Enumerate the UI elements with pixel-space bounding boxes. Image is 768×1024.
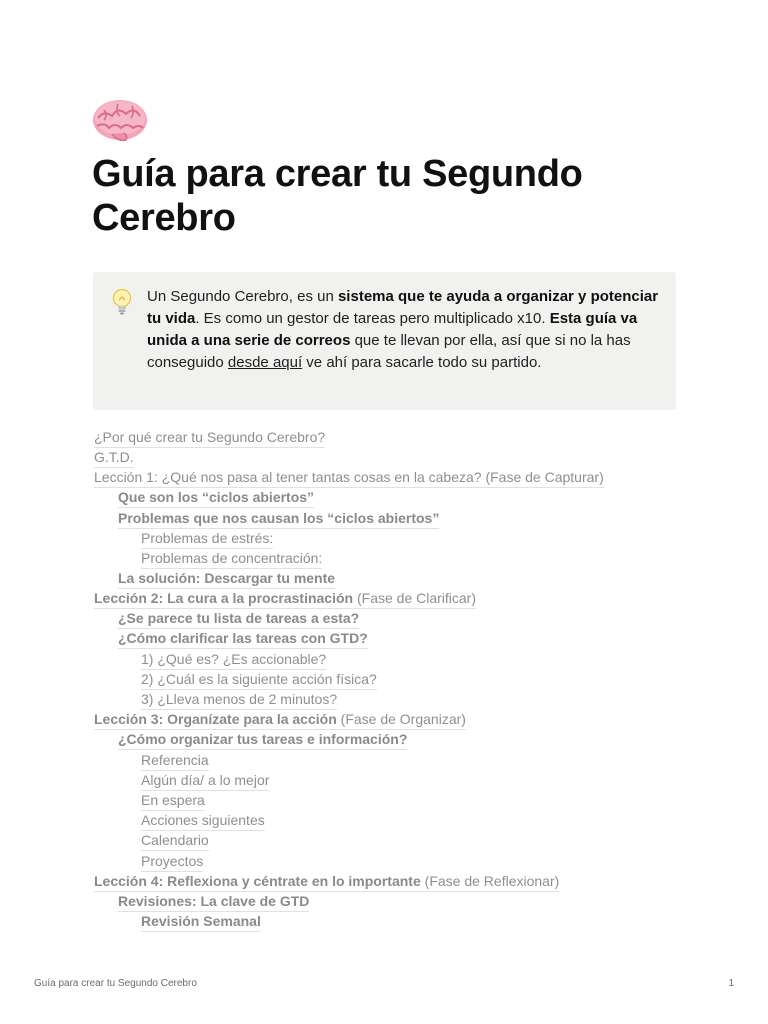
toc-item-text: Problemas de estrés: — [141, 530, 274, 546]
toc-item-text: Referencia — [141, 752, 209, 768]
toc-item[interactable] — [141, 690, 337, 710]
toc-item[interactable] — [94, 468, 604, 488]
toc-item[interactable] — [141, 670, 377, 690]
toc-item[interactable] — [94, 448, 134, 468]
toc-item[interactable] — [141, 791, 205, 811]
callout-box — [93, 272, 676, 410]
toc-item-text: (Fase de Organizar) — [336, 711, 466, 727]
callout-text-part: que te llevan por ella, así que si no la has conseguido — [147, 332, 631, 371]
toc-item[interactable] — [141, 912, 261, 932]
toc-item-bold: ¿Cómo organizar tus tareas e información? — [118, 731, 408, 747]
toc-item[interactable] — [141, 549, 322, 569]
toc-item[interactable] — [94, 589, 476, 609]
toc-item[interactable] — [141, 771, 269, 791]
toc-item[interactable] — [141, 751, 209, 771]
toc-item-text: Lección 1: ¿Qué nos pasa al tener tantas cosas en la cabeza? (Fase de Capturar) — [94, 469, 604, 485]
toc-item[interactable] — [118, 629, 368, 649]
callout-link[interactable]: desde aquí — [227, 354, 303, 371]
toc-item[interactable] — [118, 509, 439, 529]
brain-icon — [90, 96, 150, 146]
callout-text-part: Un Segundo Cerebro, es un — [147, 288, 338, 305]
toc-item-text: Problemas de concentración: — [141, 550, 323, 566]
callout-bold-text: Esta guía va unida a una serie de correos — [147, 310, 638, 349]
toc-item-bold: Lección 2: La cura a la procrastinación — [94, 590, 354, 606]
toc-item[interactable] — [141, 811, 265, 831]
page-title: Guía para crear tu Segundo Cerebro — [92, 153, 583, 239]
toc-item-text: Calendario — [141, 832, 209, 848]
toc-item[interactable] — [141, 831, 209, 851]
toc-item[interactable] — [141, 529, 273, 549]
toc-item[interactable] — [141, 852, 203, 872]
toc-item-bold: La solución: Descargar tu mente — [118, 570, 336, 586]
page-number: 1 — [728, 978, 734, 989]
toc-item-bold: Lección 4: Reflexiona y céntrate en lo importante — [94, 873, 421, 889]
toc-item-bold: ¿Se parece tu lista de tareas a esta? — [118, 610, 360, 626]
toc-item-bold: Lección 3: Organízate para la acción — [94, 711, 337, 727]
toc-item-bold: ¿Cómo clarificar las tareas con GTD? — [118, 630, 368, 646]
lightbulb-icon — [111, 288, 133, 316]
toc-item[interactable] — [118, 730, 407, 750]
toc-item-text: En espera — [141, 792, 205, 808]
toc-item[interactable] — [118, 488, 314, 508]
footer-title: Guía para crear tu Segundo Cerebro — [34, 978, 197, 989]
toc-item[interactable] — [118, 569, 335, 589]
toc-item-text: 1) ¿Qué es? ¿Es accionable? — [141, 651, 327, 667]
callout-text-part: ve ahí para sacarle todo su partido. — [302, 354, 542, 371]
toc-item[interactable] — [94, 428, 325, 448]
toc-item[interactable] — [94, 872, 559, 892]
callout-text-part: . Es como un gestor de tareas pero multiplicado x10. — [195, 310, 550, 327]
toc-item-bold: Problemas que nos causan los “ciclos abiertos” — [118, 510, 440, 526]
toc-item-text: G.T.D. — [94, 449, 134, 465]
toc-item-text: 2) ¿Cuál es la siguiente acción física? — [141, 671, 377, 687]
toc-item[interactable] — [118, 892, 309, 912]
toc-item-bold: Revisión Semanal — [141, 913, 261, 929]
toc-item-bold: Revisiones: La clave de GTD — [118, 893, 310, 909]
toc-item[interactable] — [141, 650, 326, 670]
toc-item-bold: Que son los “ciclos abiertos” — [118, 489, 315, 505]
toc-item-text: Algún día/ a lo mejor — [141, 772, 270, 788]
toc-item-text: Acciones siguientes — [141, 812, 265, 828]
toc-item-text: (Fase de Reflexionar) — [420, 873, 560, 889]
callout-text — [147, 286, 662, 374]
toc-item[interactable] — [94, 710, 466, 730]
toc-item[interactable] — [118, 609, 359, 629]
toc-item-text: ¿Por qué crear tu Segundo Cerebro? — [94, 429, 326, 445]
callout-bold-text: sistema que te ayuda a organizar y potenciar tu vida — [147, 288, 659, 327]
toc-item-text: 3) ¿Lleva menos de 2 minutos? — [141, 691, 338, 707]
toc-item-text: (Fase de Clarificar) — [353, 590, 477, 606]
toc-item-text: Proyectos — [141, 853, 204, 869]
